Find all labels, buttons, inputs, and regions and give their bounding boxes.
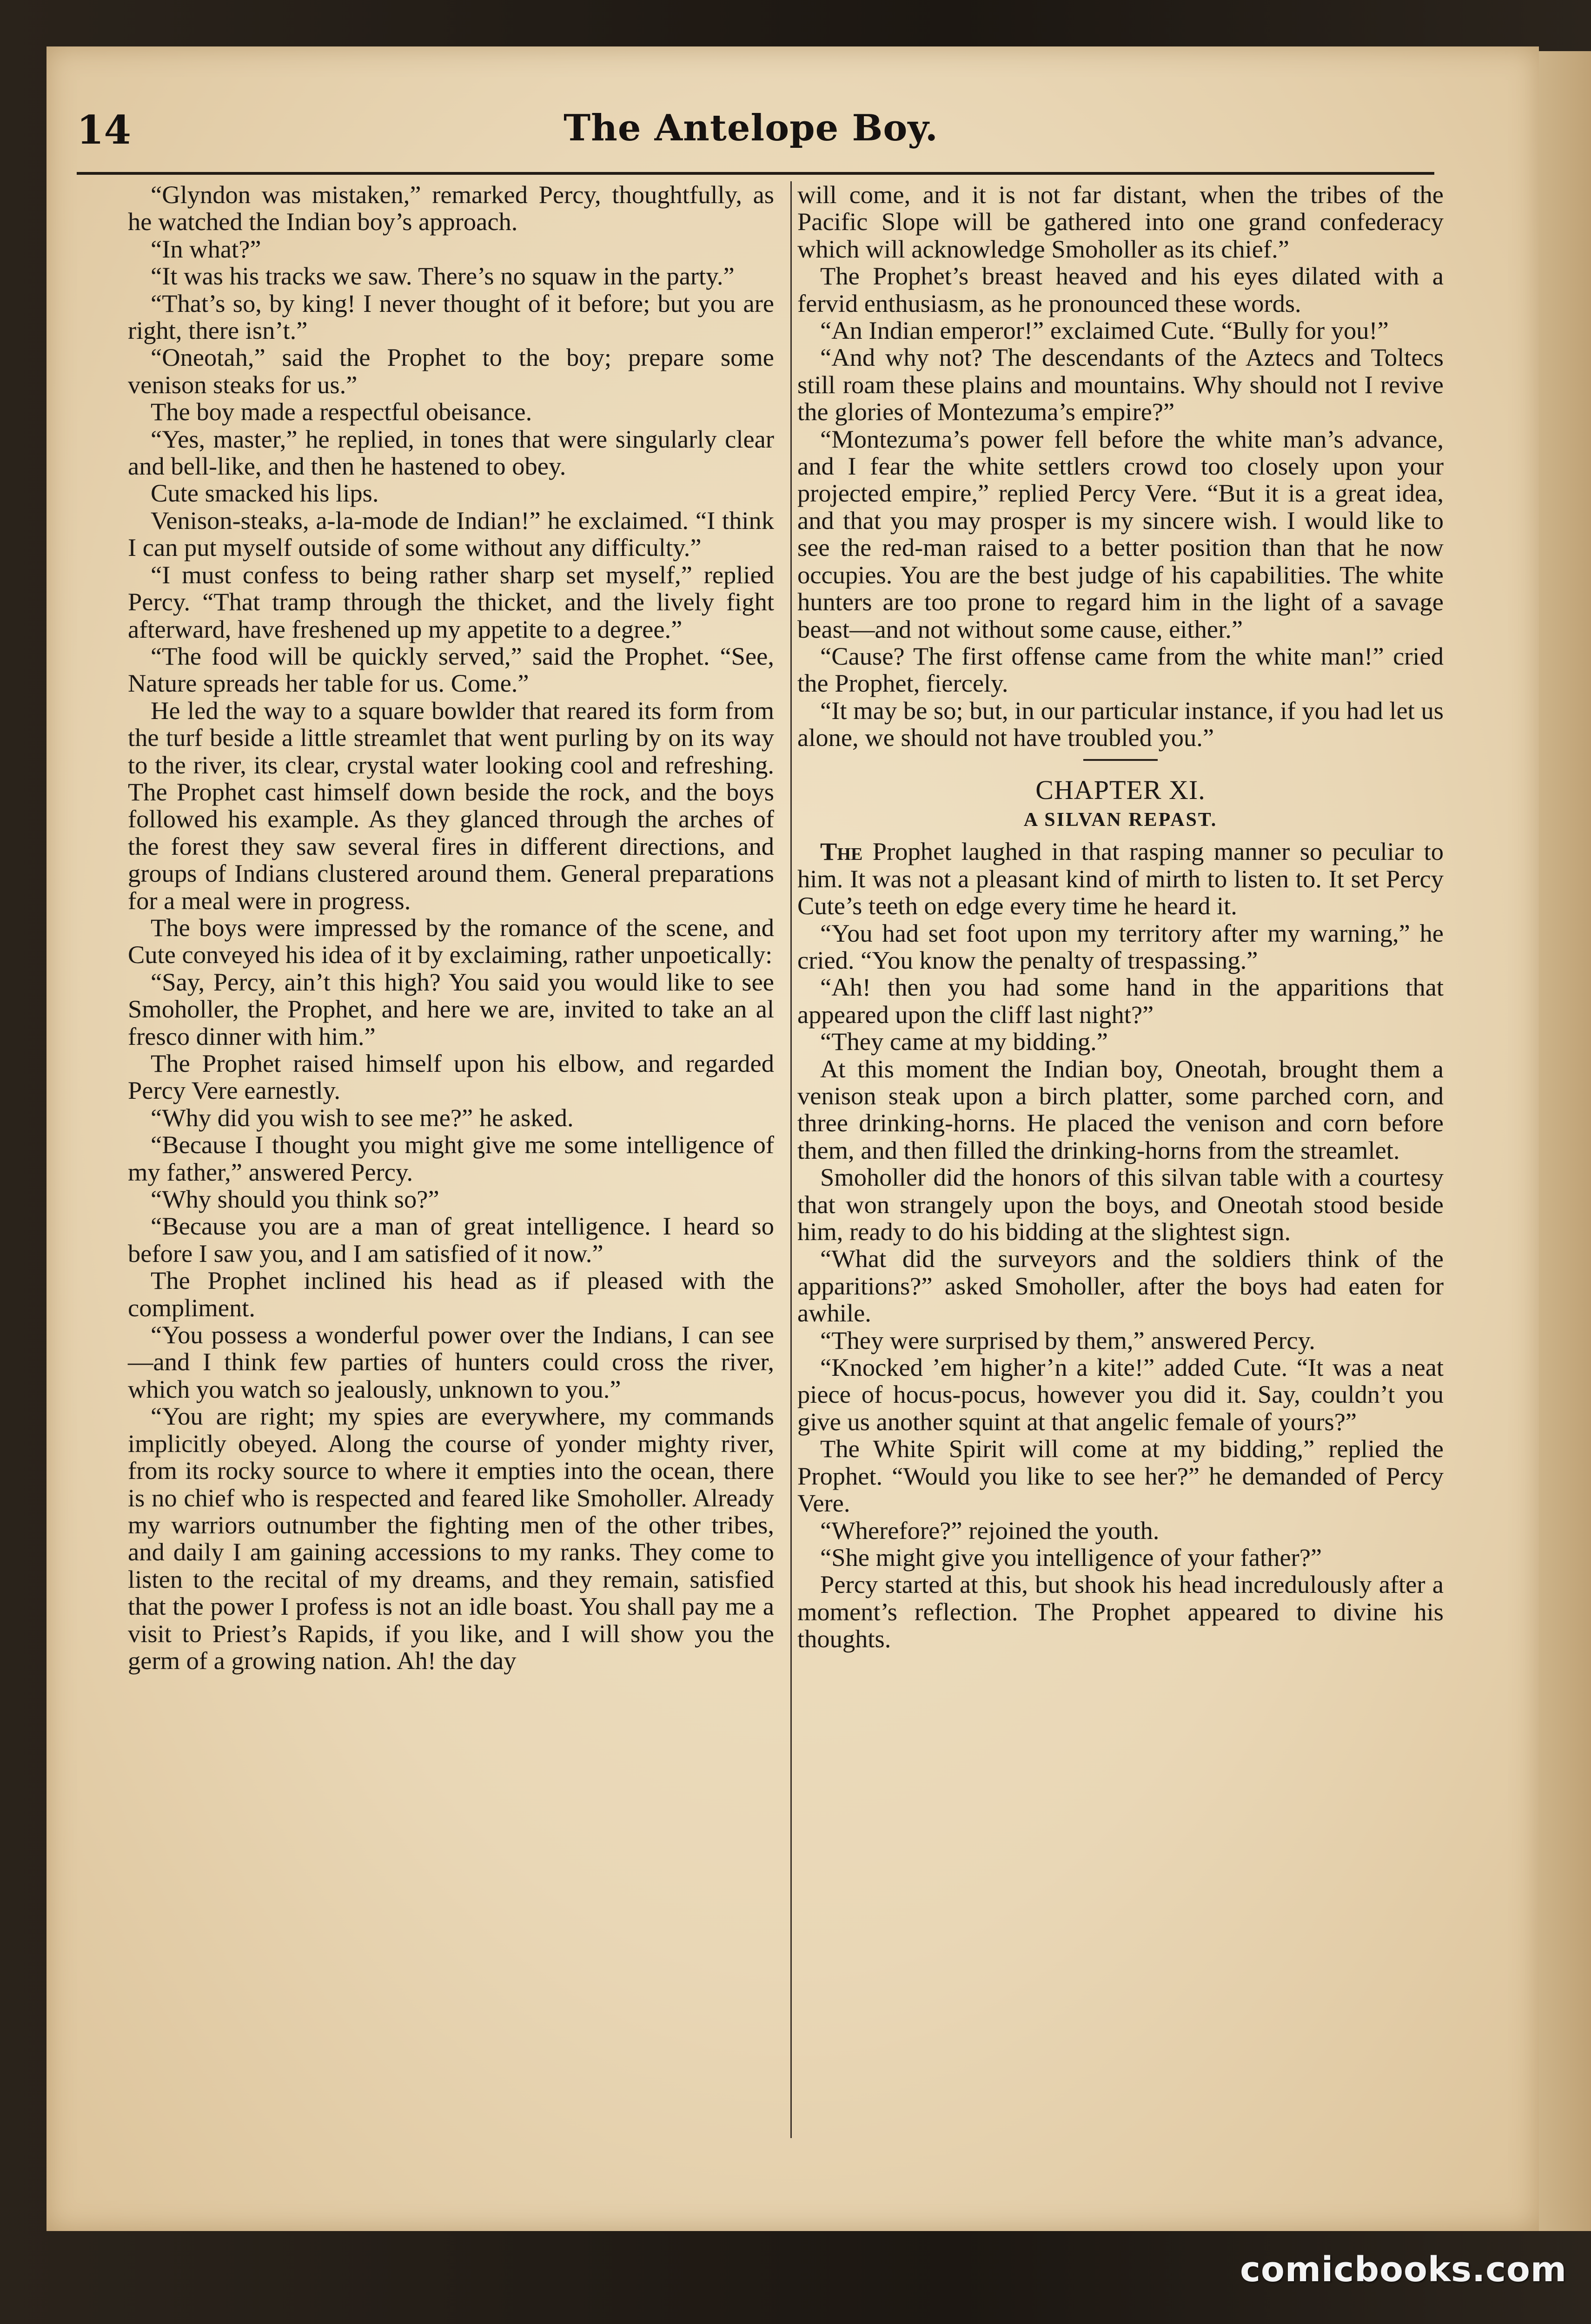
page-number: 14 bbox=[77, 107, 131, 153]
facing-page-edge bbox=[1539, 51, 1591, 2231]
paragraph: At this moment the Indian boy, Oneotah, brought them a venison steak upon a birch platter, some parched corn, and three drinking-horns. He placed the venison and corn before them, and then filled the drinking-horns from the streamlet. bbox=[797, 1054, 1444, 1164]
paragraph: Percy started at this, but shook his head incredulously after a moment’s reflection. The Prophet appeared to divine his thoughts. bbox=[797, 1570, 1444, 1653]
site-watermark: comicbooks.com bbox=[1240, 2250, 1567, 2290]
paragraph: Venison-steaks, a-la-mode de Indian!” he exclaimed. “I think I can put myself outside of some without any difficulty.” bbox=[128, 506, 774, 562]
header-rule bbox=[77, 172, 1434, 175]
paragraph: “It was his tracks we saw. There’s no squaw in the party.” bbox=[151, 262, 735, 290]
paragraph: “Say, Percy, ain’t this high? You said you would like to see Smoholler, the Prophet, and here we are, invited to take an al fresco dinner with him.” bbox=[128, 967, 774, 1050]
paragraph: “Because I thought you might give me some intelligence of my father,” answered Percy. bbox=[128, 1130, 774, 1186]
paragraph: The White Spirit will come at my bidding,” replied the Prophet. “Would you like to see her?” he demanded of Percy Vere. bbox=[797, 1434, 1444, 1518]
paragraph: will come, and it is not far distant, when the tribes of the Pacific Slope will be gathered into one grand confederacy which will acknowledge Smoholler as its chief.” bbox=[797, 180, 1444, 263]
paragraph: The Prophet’s breast heaved and his eyes dilated with a fervid enthusiasm, as he pronounced these words. bbox=[797, 262, 1444, 317]
paragraph: “It may be so; but, in our particular instance, if you had let us alone, we should not have troubled you.” bbox=[797, 696, 1444, 752]
left-column bbox=[128, 181, 774, 1674]
page-header bbox=[77, 107, 1425, 167]
lead-text: Prophet laughed in that rasping manner so peculiar to him. It was not a pleasant kind of mirth to listen to. It set Percy Cute’s teeth on edge every time he heard it. bbox=[797, 837, 1444, 920]
paragraph: “In what?” bbox=[151, 234, 261, 263]
paragraph: “And why not? The descendants of the Aztecs and Toltecs still roam these plains and mountains. Why should not I revive the glories of Montezuma’s empire?” bbox=[797, 343, 1444, 426]
paragraph: “Knocked ’em higher’n a kite!” added Cute. “It was a neat piece of hocus-pocus, however you did it. Say, couldn’t you give us another squint at that angelic female of yours?” bbox=[797, 1353, 1444, 1436]
paragraph: Cute smacked his lips. bbox=[151, 479, 379, 508]
paragraph: “You had set foot upon my territory after my warning,” he cried. “You know the penalty of trespassing.” bbox=[797, 918, 1444, 974]
paragraph: “Oneotah,” said the Prophet to the boy; prepare some venison steaks for us.” bbox=[128, 343, 774, 399]
paragraph: “Why did you wish to see me?” he asked. bbox=[151, 1103, 574, 1132]
paragraph: “Cause? The first offense came from the white man!” cried the Prophet, fiercely. bbox=[797, 641, 1444, 698]
chapter-subtitle: A SILVAN REPAST. bbox=[1023, 809, 1218, 831]
paragraph: “You possess a wonderful power over the Indians, I can see—and I think few parties of hunters could cross the river, which you watch so jealously, unknown to you.” bbox=[128, 1320, 774, 1403]
paragraph: “Wherefore?” rejoined the youth. bbox=[820, 1516, 1160, 1545]
section-rule bbox=[1083, 759, 1158, 761]
paragraph: “Why should you think so?” bbox=[151, 1185, 439, 1214]
paragraph: The Prophet raised himself upon his elbow, and regarded Percy Vere earnestly. bbox=[128, 1049, 774, 1105]
running-title: The Antelope Boy. bbox=[563, 107, 938, 149]
paragraph: “I must confess to being rather sharp set myself,” replied Percy. “That tramp through the thicket, and the lively fight afterward, have freshened up my appetite to a degree.” bbox=[128, 560, 774, 643]
paragraph: He led the way to a square bowlder that reared its form from the turf beside a little streamlet that went purling by on its way to the river, its clear, crystal water looking cool and refreshing. The Prophet cast himself down beside the rock, and the boys followed his example. As they glanced through the arches of the forest they saw several fires in different directions, and groups of Indians clustered around them. General preparations for a meal were in progress. bbox=[128, 696, 774, 915]
paragraph: “The food will be quickly served,” said the Prophet. “See, Nature spreads her table for us. Come.” bbox=[128, 641, 774, 698]
lead-word: The bbox=[820, 837, 863, 866]
chapter-title: CHAPTER XI. bbox=[1035, 774, 1206, 805]
paragraph: “An Indian emperor!” exclaimed Cute. “Bully for you!” bbox=[820, 316, 1389, 345]
paragraph: The boys were impressed by the romance of the scene, and Cute conveyed his idea of it by exclaiming, rather unpoetically: bbox=[128, 913, 774, 969]
paragraph: “They came at my bidding.” bbox=[820, 1027, 1108, 1056]
paragraph: “They were surprised by them,” answered Percy. bbox=[820, 1326, 1315, 1354]
paragraph: The Prophet inclined his head as if pleased with the compliment. bbox=[128, 1266, 774, 1322]
paragraph: The boy made a respectful obeisance. bbox=[151, 397, 532, 426]
paragraph: “Glyndon was mistaken,” remarked Percy, thoughtfully, as he watched the Indian boy’s approach. bbox=[128, 180, 774, 236]
paragraph: “What did the surveyors and the soldiers think of the apparitions?” asked Smoholler, after the boys had eaten for awhile. bbox=[797, 1244, 1444, 1327]
chapter-opening-paragraph bbox=[797, 838, 1444, 919]
right-column bbox=[797, 181, 1444, 1653]
paragraph: “Because you are a man of great intelligence. I heard so before I saw you, and I am satisfied of it now.” bbox=[128, 1212, 774, 1268]
paragraph: “That’s so, by king! I never thought of it before; but you are right, there isn’t.” bbox=[128, 289, 774, 345]
paragraph: Smoholler did the honors of this silvan table with a courtesy that won strangely upon the boys, and Oneotah stood beside him, ready to do his bidding at the slightest sign. bbox=[797, 1163, 1444, 1246]
paragraph: “Ah! then you had some hand in the apparitions that appeared upon the cliff last night?” bbox=[797, 973, 1444, 1029]
paragraph: “Montezuma’s power fell before the white man’s advance, and I fear the white settlers crowd too closely upon your projected empire,” replied Percy Vere. “But it is a great idea, and that you may prosper is my sincere wish. I would like to see the red-man raised to a better position than that he now occupies. You are the best judge of his capabilities. The white hunters are too prone to regard him in the light of a savage beast—and not without some cause, either.” bbox=[797, 424, 1444, 643]
paragraph: “You are right; my spies are everywhere, my commands implicitly obeyed. Along the course of yonder mighty river, from its rocky source to where it empties into the ocean, there is no chief who is respected and feared like Smoholler. Already my warriors outnumber the fighting men of the other tribes, and daily I am gaining accessions to my ranks. They come to listen to the recital of my dreams, and they remain, satisfied that the power I profess is not an idle boast. You shall pay me a visit to Priest’s Rapids, if you like, and I will show you the germ of a growing nation. Ah! the day bbox=[128, 1402, 774, 1675]
paragraph: “She might give you intelligence of your father?” bbox=[820, 1543, 1322, 1571]
column-divider bbox=[790, 181, 792, 2138]
paragraph: “Yes, master,” he replied, in tones that were singularly clear and bell-like, and then he hastened to obey. bbox=[128, 424, 774, 481]
